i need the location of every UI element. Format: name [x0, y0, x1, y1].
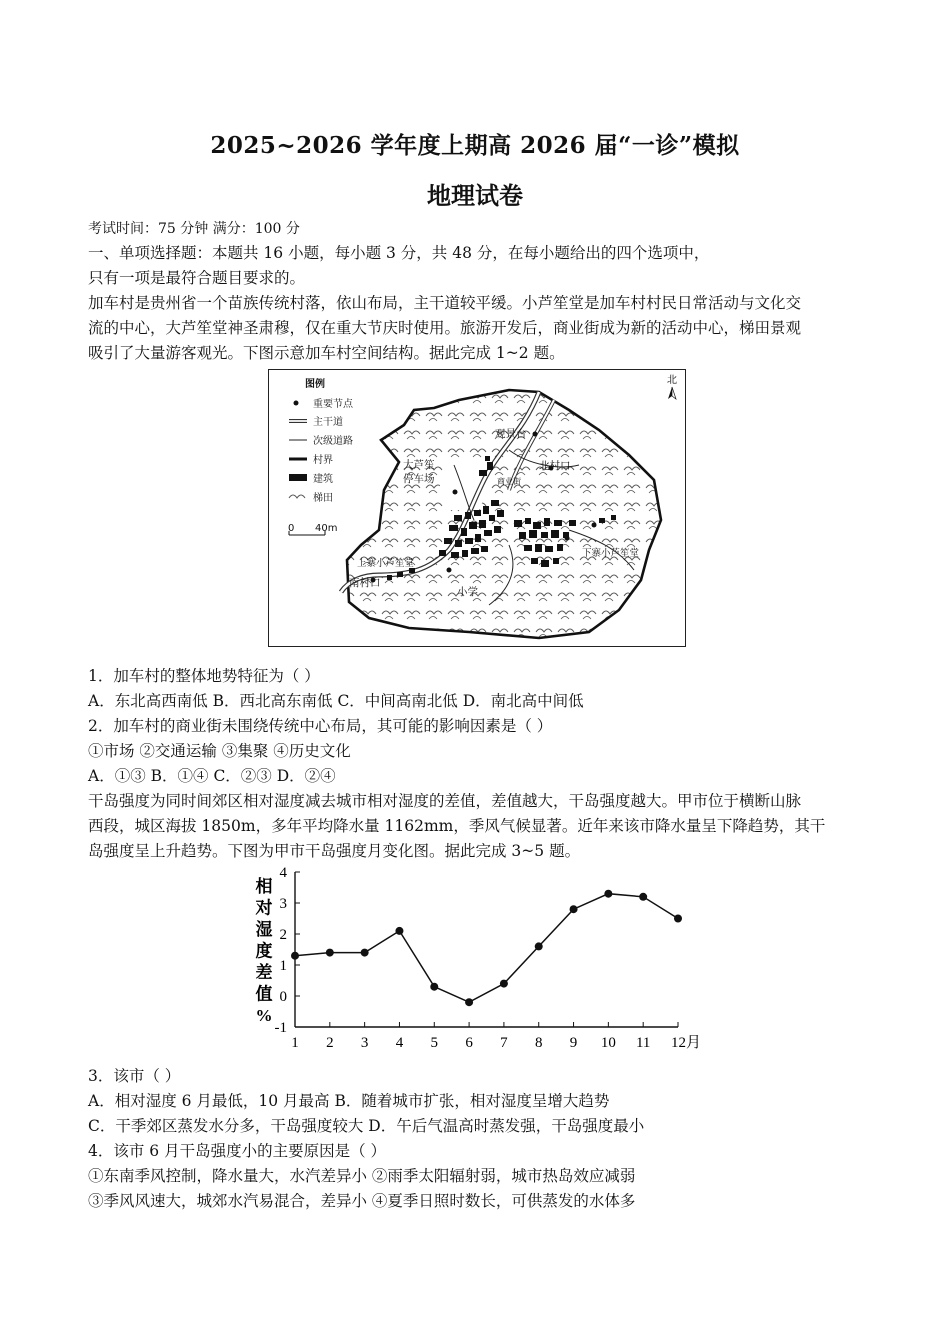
question-2-items: ①市场 ②交通运输 ③集聚 ④历史文化 [88, 742, 351, 760]
passage2-line2: 西段，城区海拔 1850m，多年平均降水量 1162mm，季风气候显著。近年来该市降水量呈下降趋势，其干 [88, 817, 826, 835]
legend-terrace: 梯田 [313, 493, 333, 504]
passage1-line3: 吸引了大量游客观光。下图示意加车村空间结构。据此完成 1~2 题。 [88, 344, 565, 362]
x-tick-label: 7 [500, 1035, 508, 1051]
dry-island-chart [250, 862, 710, 1061]
passage1-line2: 流的中心，大芦笙堂神圣肃穆，仅在重大节庆时使用。旅游开发后，商业街成为新的活动中心，梯田景观 [88, 319, 802, 337]
x-tick-label: 6 [465, 1035, 473, 1051]
label-upper-hall: 上寨小芦笙堂 [357, 558, 415, 569]
y-axis-label-char: 差 [255, 963, 273, 982]
data-point [500, 980, 508, 988]
dry-island-chart-svg [250, 862, 710, 1057]
question-3-options-cd: C．干季郊区蒸发水分多，干岛强度较大 D．午后气温高时蒸发强，干岛强度最小 [88, 1117, 645, 1135]
data-point [361, 949, 369, 957]
y-axis-label-char: % [255, 1006, 273, 1025]
passage2-line3: 岛强度呈上升趋势。下图为甲市干岛强度月变化图。据此完成 3~5 题。 [88, 842, 581, 860]
question-4-items-12: ①东南季风控制，降水量大，水汽差异小 ②雨季太阳辐射弱，城市热岛效应减弱 [88, 1167, 636, 1185]
label-south-gate: 南村口 [349, 577, 381, 589]
y-axis-label-char: 相 [255, 877, 273, 896]
data-point [570, 905, 578, 913]
x-tick-label: 8 [534, 1035, 543, 1051]
y-tick-label: -1 [274, 1020, 287, 1036]
question-4-items-34: ③季风风速大，城郊水汽易混合，差异小 ④夏季日照时数长，可供蒸发的水体多 [88, 1192, 636, 1210]
legend-boundary: 村界 [313, 455, 333, 466]
data-point [639, 893, 647, 901]
exam-info: 考试时间：75 分钟 满分：100 分 [88, 221, 300, 237]
y-tick-label: 3 [279, 896, 287, 912]
data-point [395, 927, 403, 935]
exam-subject-title: 地理试卷 [427, 181, 523, 210]
y-tick-label: 4 [279, 865, 287, 881]
y-axis-label-char: 值 [255, 984, 273, 1004]
village-map [268, 369, 686, 647]
section-instruction-line1: 一、单项选择题：本题共 16 小题，每小题 3 分，共 48 分，在每小题给出的四个选项中， [88, 244, 710, 262]
section-instruction-line2: 只有一项是最符合题目要求的。 [88, 269, 306, 287]
y-axis-label-char: 湿 [255, 920, 273, 939]
data-point [465, 998, 473, 1006]
data-point [326, 949, 334, 957]
y-axis-label-char: 对 [255, 898, 273, 918]
x-tick-label: 9 [569, 1035, 578, 1051]
label-parking-1: 大芦笙 [403, 459, 435, 471]
question-4: 4．该市 6 月干岛强度小的主要原因是（ ） [88, 1142, 387, 1160]
x-tick-label: 2 [326, 1035, 334, 1051]
y-tick-label: 1 [279, 958, 287, 974]
x-tick-label: 3 [360, 1035, 369, 1051]
question-3: 3．该市（ ） [88, 1067, 181, 1085]
data-point [291, 952, 299, 960]
x-tick-label: 1 [291, 1035, 299, 1051]
x-tick-label: 4 [395, 1035, 404, 1051]
scale-label: 40m [315, 523, 338, 534]
label-viewpoint: 观景台 [495, 428, 527, 440]
legend-title: 图例 [305, 379, 325, 390]
village-map-drawing [269, 370, 687, 648]
passage1-line1: 加车村是贵州省一个苗族传统村落，依山布局，主干道较平缓。小芦笙堂是加车村村民日常活动与文化交 [88, 294, 802, 312]
svg-text:北: 北 [667, 375, 677, 386]
scale-zero: 0 [288, 523, 295, 534]
legend-node: 重要节点 [313, 399, 353, 410]
passage2-line1: 干岛强度为同时间郊区相对湿度减去城市相对湿度的差值，差值越大，干岛强度越大。甲市位于横断山脉 [88, 792, 802, 810]
x-tick-label: 10 [600, 1035, 616, 1051]
series-line [295, 894, 678, 1003]
legend-main-road: 主干道 [313, 417, 343, 428]
legend-secondary-road: 次级道路 [313, 436, 353, 447]
question-2-options: A．①③ B．①④ C．②③ D．②④ [88, 767, 336, 785]
x-tick-label: 12月 [670, 1035, 702, 1051]
label-north-gate: 北村口 [539, 460, 571, 472]
label-commercial: 商业街 [497, 477, 521, 486]
question-1-options: A．东北高西南低 B．西北高东南低 C．中间高南北低 D．南北高中间低 [88, 692, 584, 710]
data-point [535, 942, 543, 950]
data-point [430, 983, 438, 991]
data-point [674, 915, 682, 923]
label-school: 小学 [457, 586, 478, 598]
x-tick-label: 5 [430, 1035, 439, 1051]
y-axis-label-char: 度 [255, 941, 273, 961]
label-parking-2: 停车场 [403, 473, 435, 485]
exam-title: 2025~2026 学年度上期高 2026 届“一诊”模拟 [210, 132, 740, 159]
label-lower-hall: 下寨小芦笙堂 [582, 548, 640, 559]
x-tick-label: 11 [635, 1035, 651, 1051]
question-1: 1．加车村的整体地势特征为（ ） [88, 667, 320, 685]
legend-building: 建筑 [313, 474, 333, 485]
data-point [604, 890, 612, 898]
y-tick-label: 0 [279, 989, 287, 1005]
north-arrow [667, 374, 677, 399]
y-tick-label: 2 [279, 927, 287, 943]
question-2: 2．加车村的商业街未围绕传统中心布局，其可能的影响因素是（ ） [88, 717, 553, 735]
question-3-options-ab: A．相对湿度 6 月最低，10 月最高 B．随着城市扩张，相对湿度呈增大趋势 [88, 1092, 610, 1110]
